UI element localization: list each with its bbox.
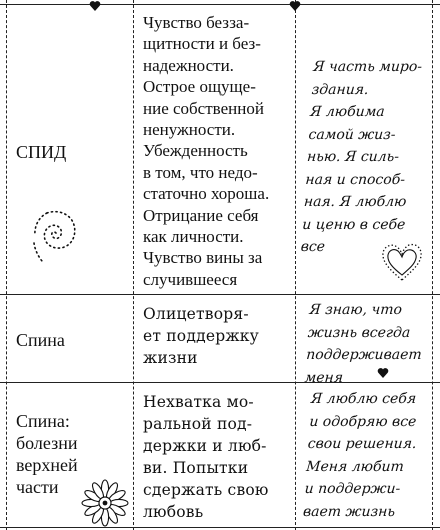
- disease-name-line: части: [16, 477, 59, 497]
- affirmation-line: Меня любит: [305, 458, 405, 475]
- affirmation-line: вает жизнь: [302, 503, 396, 520]
- column-divider: [295, 0, 296, 530]
- affirmation-line: все: [300, 239, 326, 255]
- affirmation-line: и ценю в себе: [301, 216, 406, 233]
- cause-line: Нехватка мо-: [143, 393, 254, 411]
- cause-line: сдержать свою: [143, 481, 269, 499]
- cause-line: Убежденность: [143, 141, 248, 161]
- affirmation-line: Я любима: [309, 104, 386, 120]
- disease-name-line: верхней: [16, 455, 78, 475]
- affirmation-cell: [300, 56, 436, 259]
- affirmation-line: поддерживает: [305, 347, 423, 363]
- affirmation-line: нью. Я силь-: [306, 149, 400, 165]
- affirmation-cell: [302, 388, 433, 523]
- cause-line: Чувство безза-: [143, 13, 250, 32]
- cause-line: статочно хороша.: [143, 184, 270, 204]
- cause-line: ви. Попытки: [143, 459, 249, 477]
- heart-icon: [377, 367, 389, 379]
- disease-name-cell: [16, 329, 126, 351]
- affirmation-line: и одобряю все: [308, 413, 417, 430]
- affirmation-line: Я знаю, что: [308, 302, 403, 318]
- daisy-flower-icon: [80, 478, 130, 528]
- cause-line: как личности.: [143, 227, 244, 247]
- heart-icon: [289, 0, 301, 12]
- affirmation-line: меня: [304, 369, 344, 386]
- disease-name: Спина: [16, 330, 65, 350]
- heart-icon: [89, 0, 101, 12]
- cause-line: Отрицание себя: [143, 205, 259, 225]
- disease-name-cell: [16, 141, 126, 163]
- disease-name-line: болезни: [16, 433, 78, 453]
- disease-name: СПИД: [16, 142, 67, 162]
- column-divider: [6, 0, 7, 530]
- cause-line: Олицетворя-: [143, 305, 249, 323]
- cause-line: случившееся: [143, 269, 238, 289]
- column-divider: [133, 0, 134, 530]
- cause-line: жизни: [143, 349, 198, 367]
- cause-cell: [143, 391, 293, 523]
- affirmation-line: ная. Я люблю: [303, 194, 407, 210]
- affirmation-cell: [304, 299, 432, 389]
- cause-line: надежности.: [143, 55, 234, 75]
- affirmation-line: самой жиз-: [308, 126, 397, 143]
- cause-line: в том, что недо-: [143, 162, 258, 182]
- row-divider: [0, 294, 440, 295]
- spiral-doodle-icon: [22, 203, 86, 265]
- cause-line: Чувство вины за: [143, 248, 263, 268]
- affirmation-line: Я люблю себя: [310, 391, 417, 407]
- cause-line: щитности и без-: [143, 34, 261, 54]
- cause-cell: [143, 12, 293, 290]
- cause-line: любовь: [143, 503, 204, 521]
- disease-name-line: Спина:: [16, 411, 70, 431]
- affirmation-line: Я часть миро-: [312, 59, 423, 75]
- cause-line: ральной под-: [143, 415, 253, 433]
- cause-line: держки и люб-: [143, 437, 267, 455]
- row-divider: [0, 527, 440, 528]
- affirmation-line: свои решения.: [307, 436, 418, 452]
- affirmation-line: жизнь всегда: [307, 324, 411, 341]
- cause-line: Острое ощуще-: [143, 77, 256, 97]
- cause-cell: [143, 303, 293, 369]
- heart-outline-icon: [378, 240, 426, 284]
- affirmation-line: здания.: [311, 81, 370, 98]
- affirmation-line: ная и способ-: [304, 171, 406, 188]
- cause-line: ненужности.: [143, 120, 236, 140]
- cause-line: ет поддержку: [143, 327, 259, 345]
- affirmation-line: и поддержи-: [304, 481, 401, 497]
- row-divider: [0, 4, 440, 5]
- cause-line: ние собственной: [143, 98, 264, 118]
